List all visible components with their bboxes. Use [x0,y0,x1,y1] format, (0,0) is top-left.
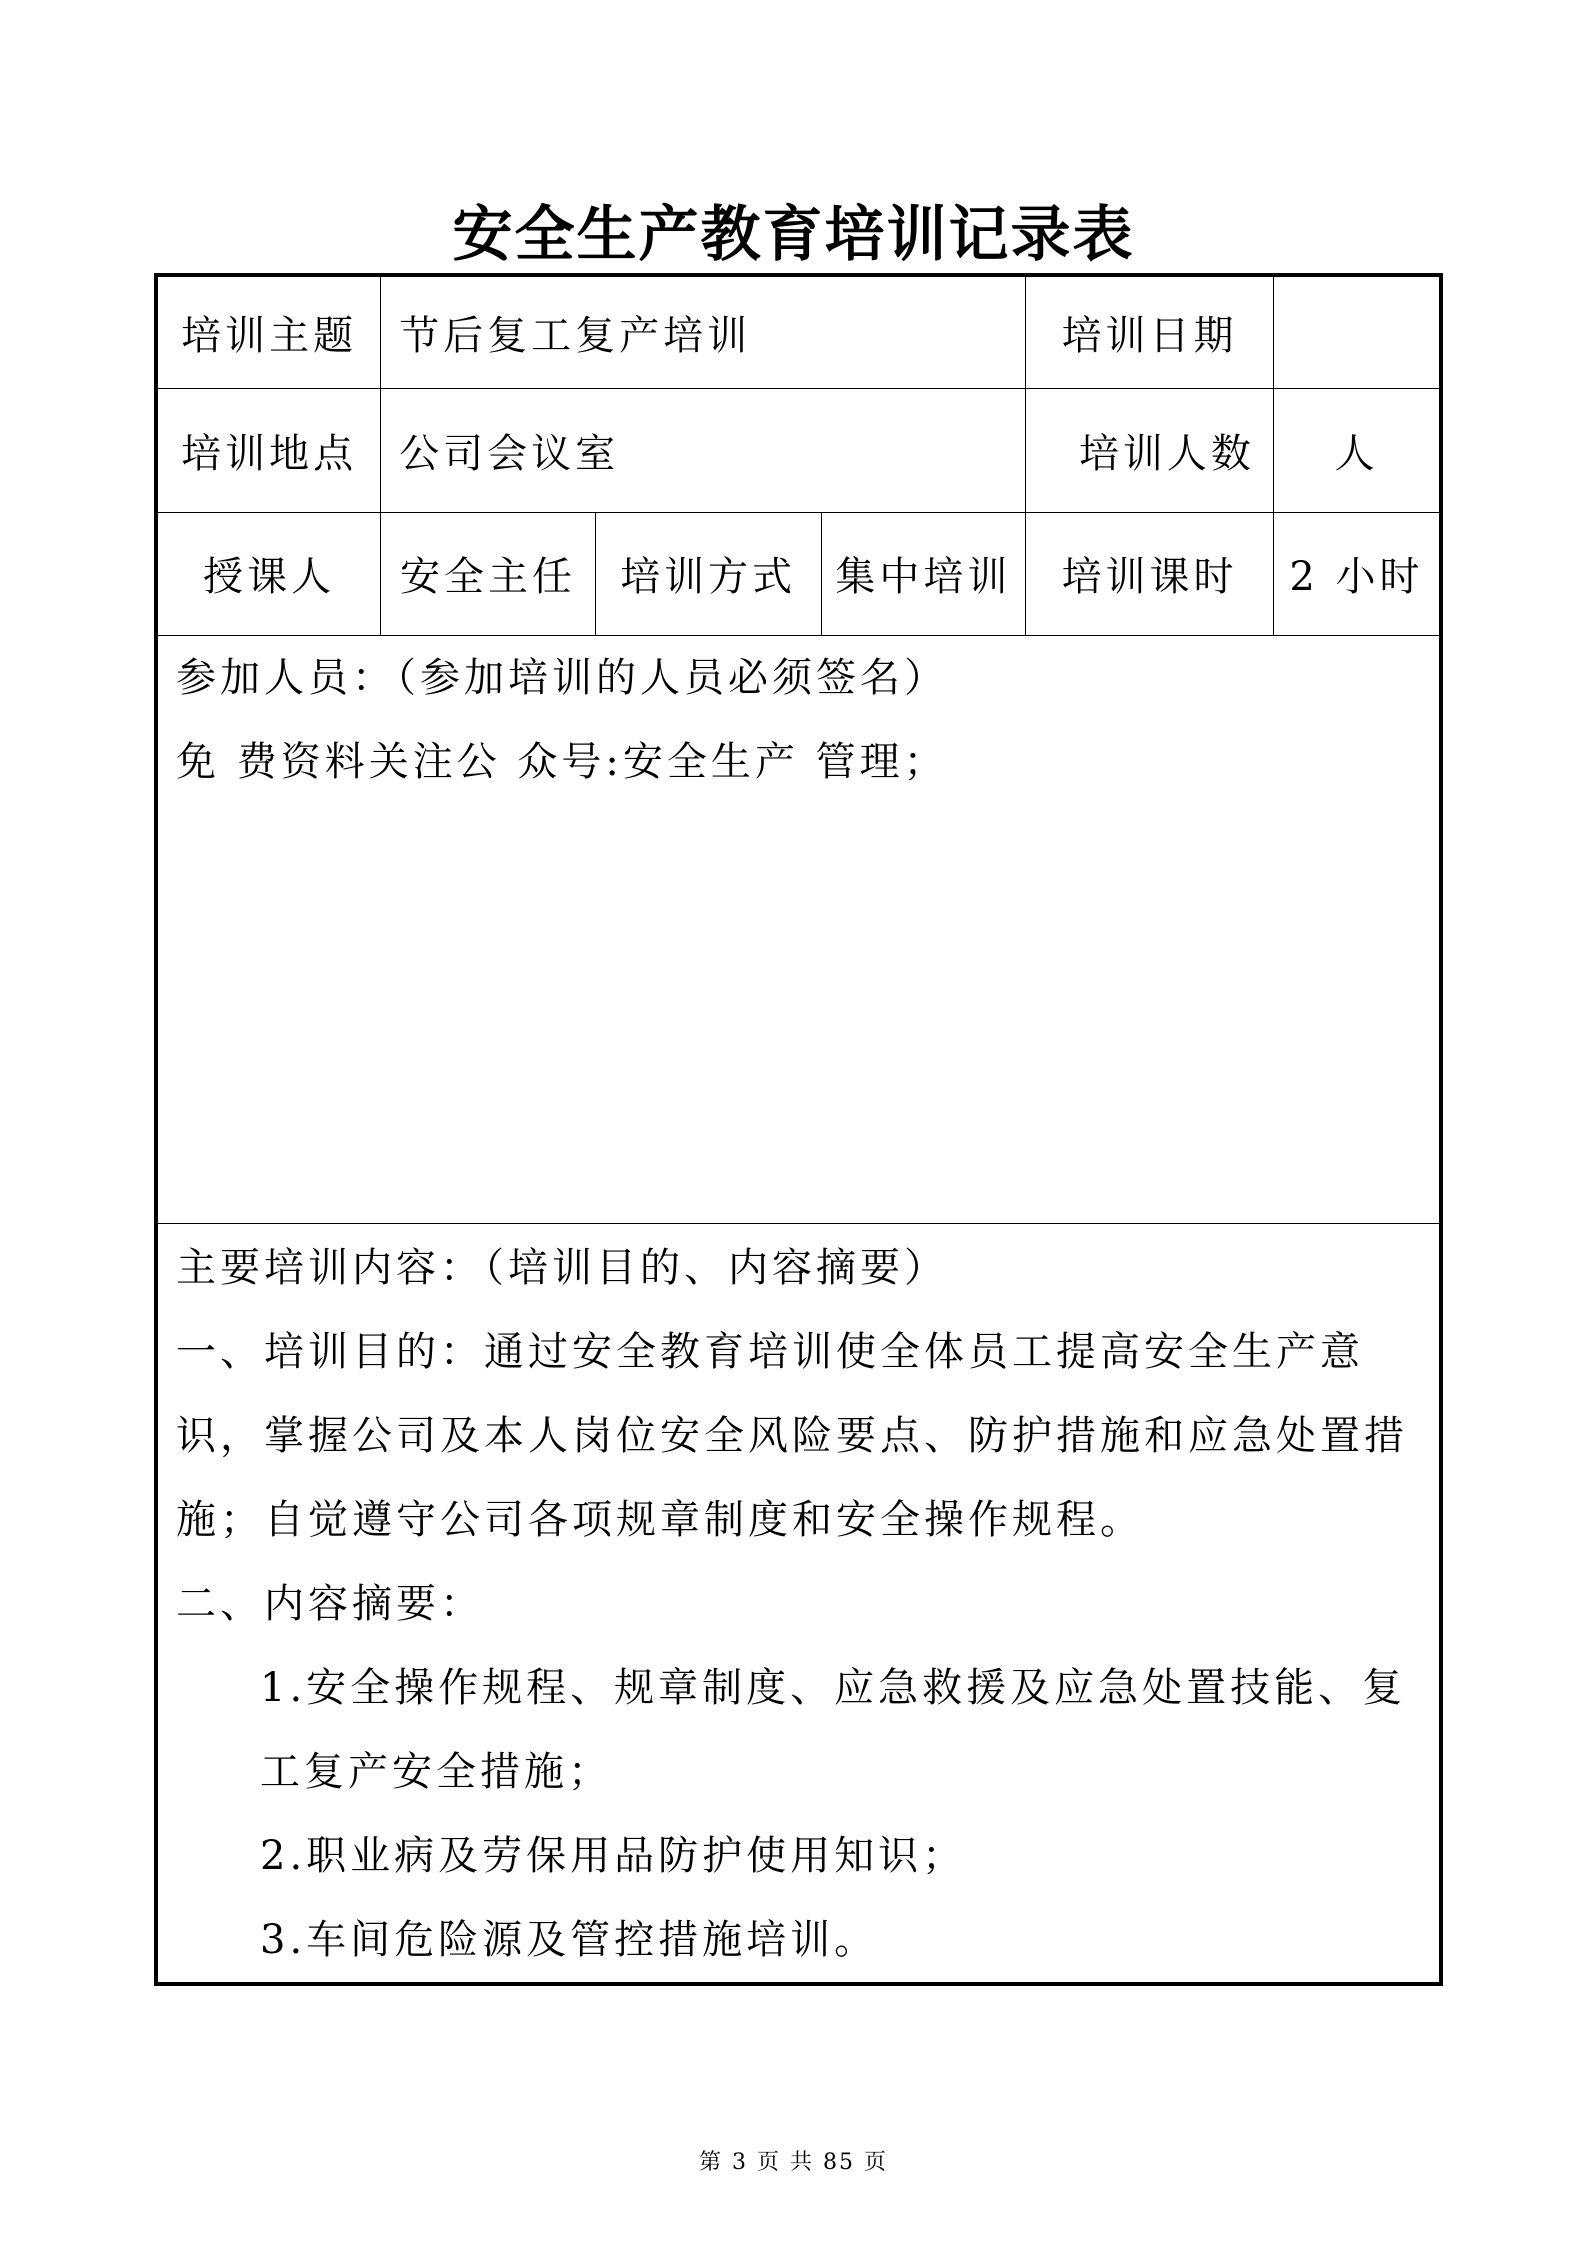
topic-value[interactable]: 节后复工复产培训 [381,275,1026,388]
topic-label: 培训主题 [156,275,381,388]
headcount-value[interactable]: 人 [1273,388,1441,512]
participants-section[interactable] [156,635,1441,1223]
summary-item-1: 1.安全操作规程、规章制度、应急救援及应急处置技能、复工复产安全措施； [260,1664,1407,1795]
participants-note: 免 费资料关注公 众号:安全生产 管理； [176,738,948,785]
content-section [156,1223,1441,1984]
row-lecturer [156,512,1441,635]
row-topic [156,275,1441,388]
summary-heading: 二、内容摘要： [176,1580,484,1627]
row-participants [156,635,1441,1223]
summary-item-3: 3.车间危险源及管控措施培训。 [260,1916,879,1963]
hours-value[interactable]: 2 小时 [1273,512,1441,635]
training-purpose: 一、培训目的：通过安全教育培训使全体员工提高安全生产意识，掌握公司及本人岗位安全风险要点、防护措施和应急处置措施；自觉遵守公司各项规章制度和安全操作规程。 [176,1328,1408,1543]
headcount-label: 培训人数 [1026,388,1274,512]
date-value[interactable] [1273,275,1441,388]
date-label: 培训日期 [1026,275,1274,388]
participants-heading: 参加人员：（参加培训的人员必须签名） [176,654,948,701]
location-label: 培训地点 [156,388,381,512]
lecturer-label: 授课人 [156,512,381,635]
page-number: 第 3 页 共 85 页 [699,2150,888,2175]
method-value[interactable]: 集中培训 [821,512,1026,635]
row-location [156,388,1441,512]
summary-item-2: 2.职业病及劳保用品防护使用知识； [260,1832,967,1879]
location-value[interactable]: 公司会议室 [381,388,1026,512]
row-content [156,1223,1441,1984]
content-heading: 主要培训内容：（培训目的、内容摘要） [176,1244,948,1291]
method-label: 培训方式 [595,512,821,635]
document-title: 安全生产教育培训记录表 [452,200,1135,270]
training-record-table [154,273,1443,1986]
hours-label: 培训课时 [1026,512,1274,635]
lecturer-value[interactable]: 安全主任 [381,512,596,635]
